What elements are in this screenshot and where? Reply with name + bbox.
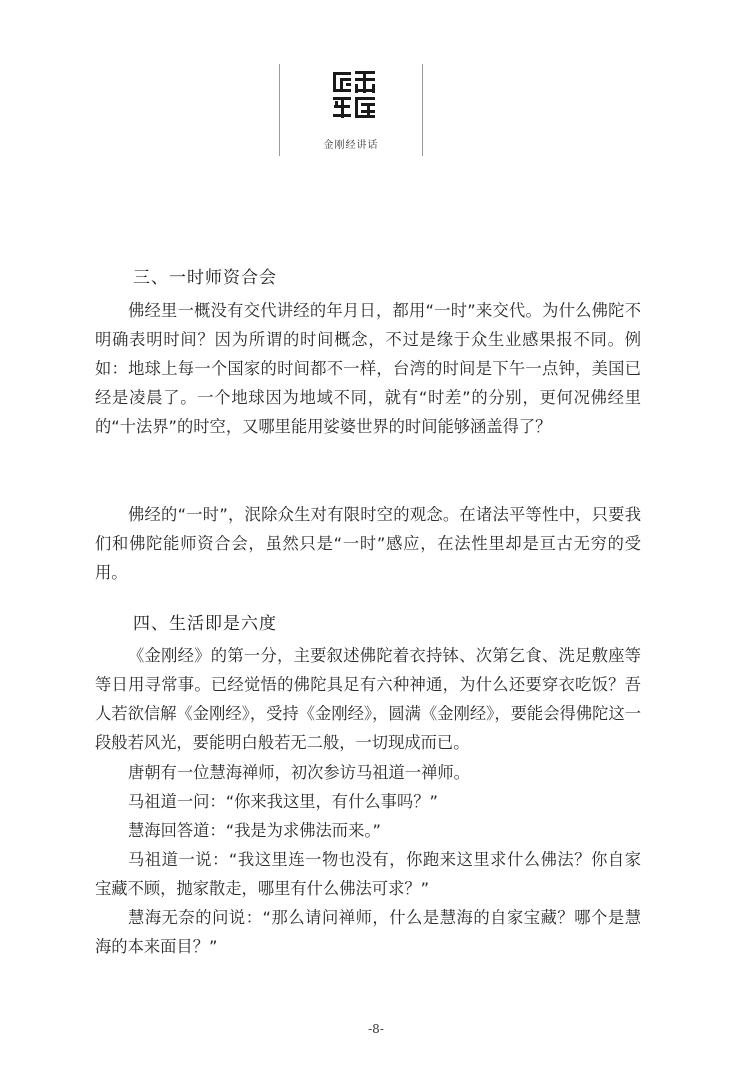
section-3-paragraph-2: 佛经的“一时”，泯除众生对有限时空的观念。在诸法平等性中，只要我们和佛陀能师资合会，虽然只是“一时”感应，在法性里却是亘古无穷的受用。 (95, 505, 641, 582)
section-4-paragraph-5: 马祖道一说：“我这里连一物也没有，你跑来这里求什么佛法？你自家宝藏不顾，抛家散走，哪里有什么佛法可求？” (95, 850, 641, 898)
section-4-paragraph-2: 唐朝有一位慧海禅师，初次参访马祖道一禅师。 (128, 763, 470, 782)
section-heading-4: 四、生活即是六度 (133, 614, 277, 634)
running-header (279, 64, 423, 156)
section-heading-3: 三、一时师资合会 (133, 268, 277, 288)
book-logo-seal-icon (332, 70, 376, 120)
section-4-paragraph-6: 慧海无奈的问说：“那么请问禅师，什么是慧海的自家宝藏？哪个是慧海的本来面目？” (95, 908, 641, 956)
page-number: -8- (368, 1022, 384, 1036)
section-4-paragraph-1: 《金刚经》的第一分，主要叙述佛陀着衣持钵、次第乞食、洗足敷座等等日用寻常事。已经觉悟的佛陀具足有六种神通，为什么还要穿衣吃饭？吾人若欲信解《金刚经》，受持《金刚经》，圆满《金刚经》，要能会得佛陀这一段般若风光，要能明白般若无二般，一切现成而已。 (95, 646, 641, 752)
section-4-paragraph-4: 慧海回答道：“我是为求佛法而来。” (128, 821, 381, 840)
section-4-paragraph-3: 马祖道一问：“你来我这里，有什么事吗？” (128, 792, 438, 811)
header-book-title: 金刚经讲话 (323, 140, 379, 151)
section-3-paragraph-1: 佛经里一概没有交代讲经的年月日，都用“一时”来交代。为什么佛陀不明确表明时间？因为所谓的时间概念，不过是缘于众生业感果报不同。例如：地球上每一个国家的时间都不一样，台湾的时间是下午一点钟，美国已经是凌晨了。一个地球因为地域不同，就有“时差”的分别，更何况佛经里的“十法界”的时空，又哪里能用娑婆世界的时间能够涵盖得了？ (95, 301, 641, 436)
